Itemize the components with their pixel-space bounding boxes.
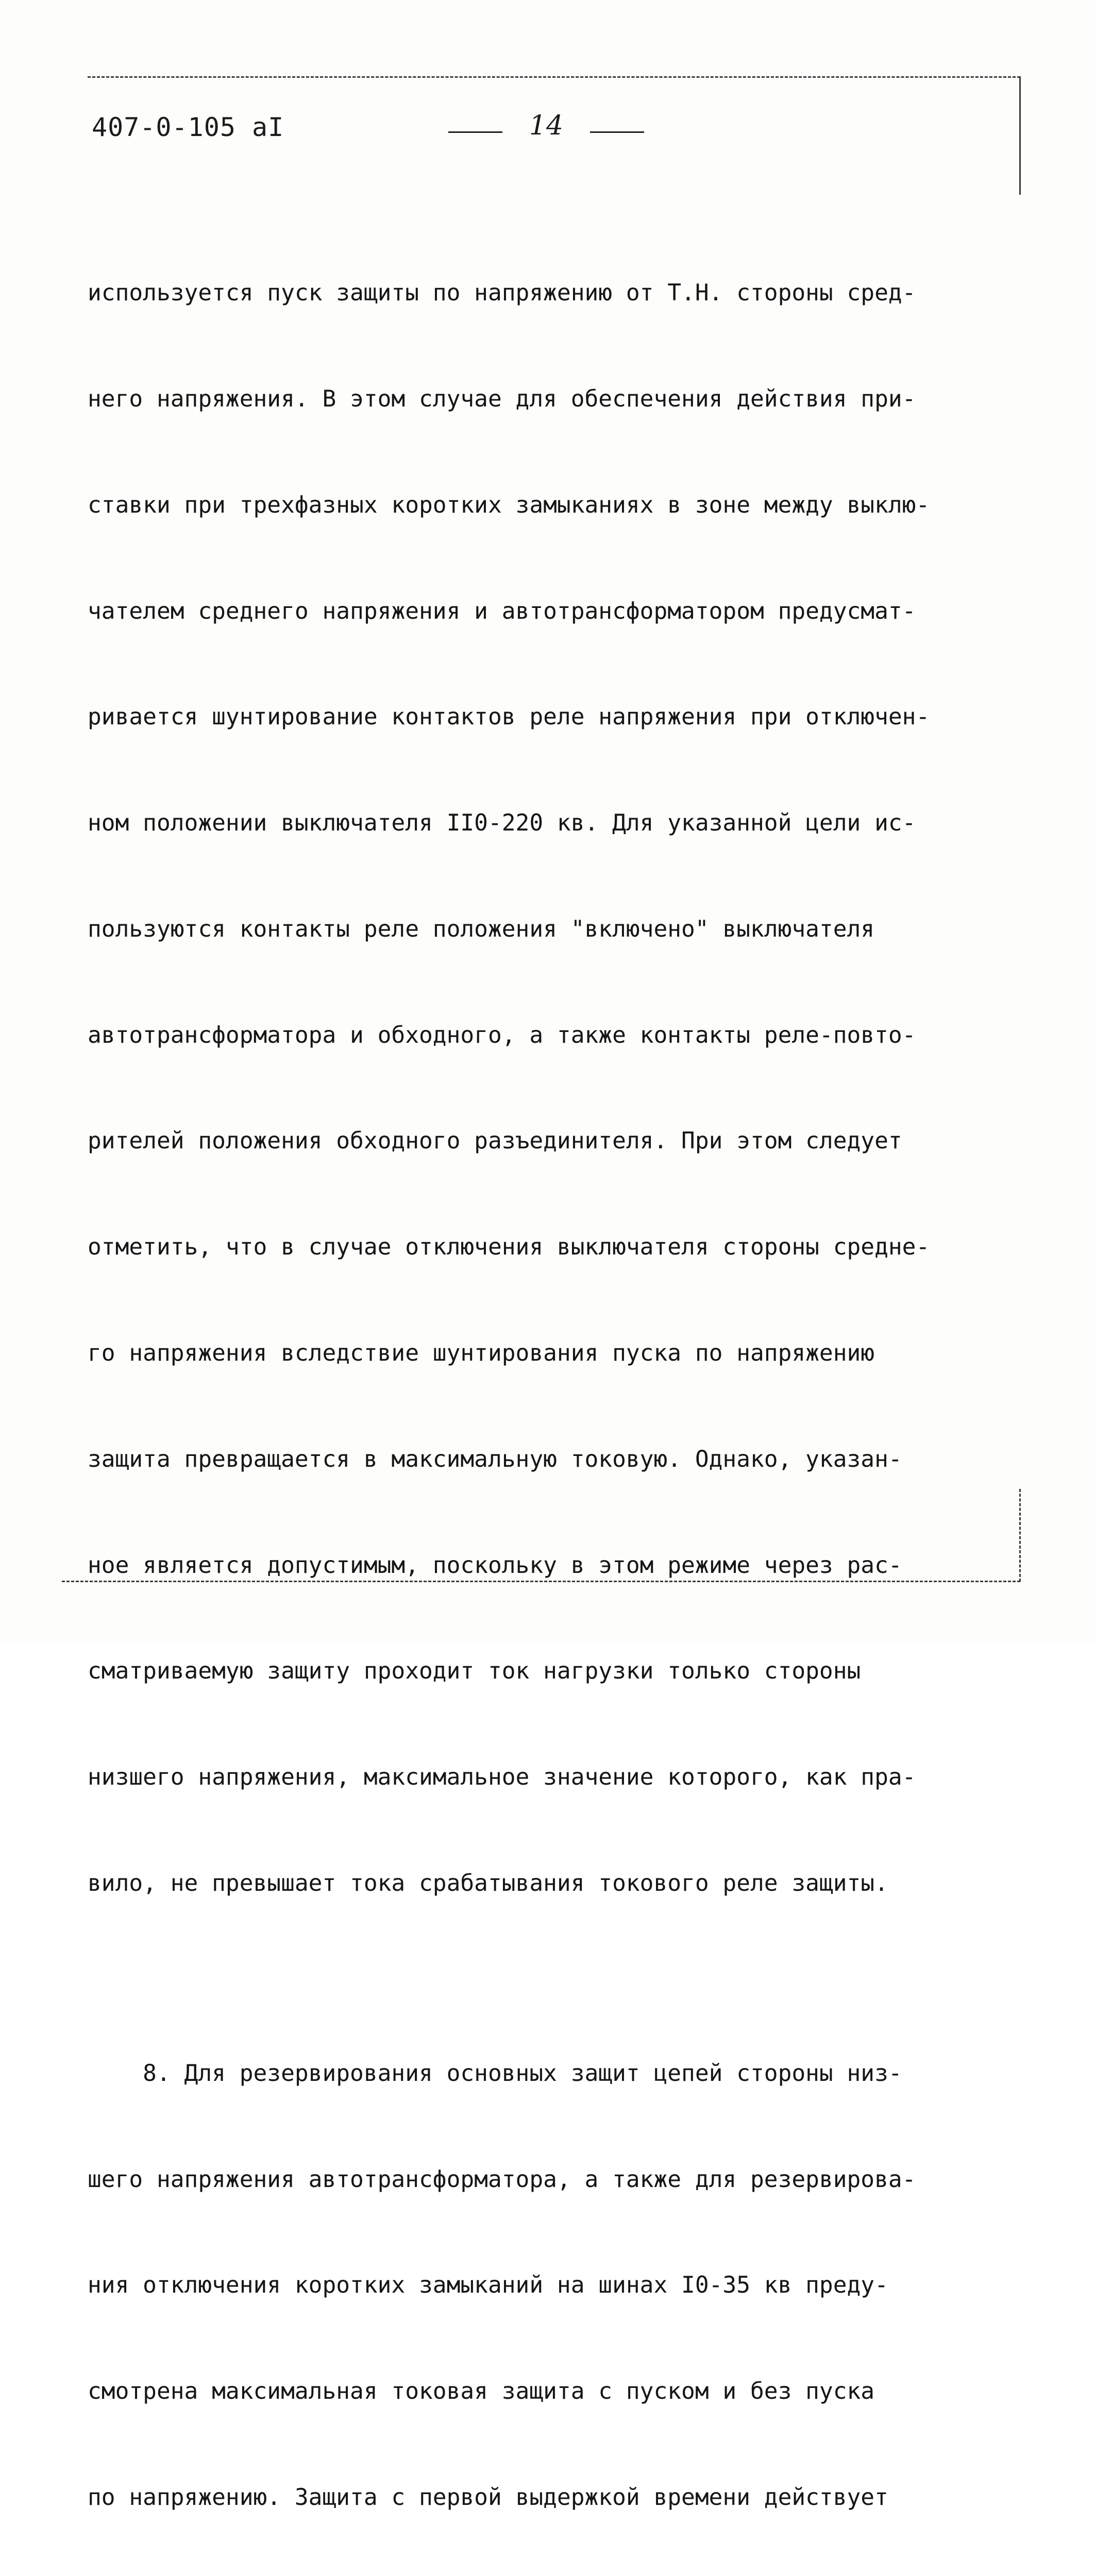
- text-line: используется пуск защиты по напряжению от Т.Н. стороны сред-: [88, 280, 916, 307]
- text-line: него напряжения. В этом случае для обеспечения действия при-: [88, 385, 916, 412]
- frame-right-border-top: [1019, 76, 1021, 195]
- text-line: вило, не превышает тока срабатывания токового реле защиты.: [88, 1870, 888, 1896]
- text-line: го напряжения вследствие шунтирования пуска по напряжению: [88, 1340, 875, 1366]
- text-line: низшего напряжения, максимальное значение которого, как пра-: [88, 1764, 916, 1791]
- text-line: ния отключения коротких замыканий на шинах I0-35 кв преду-: [88, 2272, 888, 2299]
- frame-top-border: [88, 76, 1020, 78]
- text-line: по напряжению. Защита с первой выдержкой времени действует: [88, 2484, 888, 2511]
- body-text: [88, 205, 995, 2576]
- text-line: сматриваемую защиту проходит ток нагрузки только стороны: [88, 1658, 861, 1685]
- page-number-block: [448, 108, 644, 144]
- text-line: отметить, что в случае отключения выключателя стороны средне-: [88, 1234, 930, 1261]
- document-code: 407-0-105 aI: [92, 112, 284, 142]
- text-line: смотрена максимальная токовая защита с пуском и без пуска: [88, 2378, 875, 2405]
- paragraph-gap: [88, 1972, 995, 1986]
- text-line: рителей положения обходного разъединителя. При этом следует: [88, 1128, 902, 1155]
- page-number: 14: [529, 110, 564, 141]
- paragraph-8: [88, 1986, 995, 2576]
- text-line: ставки при трехфазных коротких замыканиях в зоне между выклю-: [88, 492, 930, 518]
- page-number-dash-right: [590, 131, 644, 133]
- text-line: шего напряжения автотрансформатора, а также для резервирова-: [88, 2166, 916, 2193]
- page-number-dash-left: [448, 131, 502, 133]
- text-line: чателем среднего напряжения и автотрансформатором предусмат-: [88, 598, 916, 624]
- frame-right-border-bottom: [1019, 1489, 1021, 1582]
- text-line: пользуются контакты реле положения "включено" выключателя: [88, 916, 875, 942]
- text-line: защита превращается в максимальную токовую. Однако, указан-: [88, 1446, 902, 1472]
- text-line: 8. Для резервирования основных защит цепей стороны низ-: [88, 2060, 902, 2087]
- text-line: ном положении выключателя II0-220 кв. Для указанной цели ис-: [88, 810, 916, 837]
- paragraph-1: [88, 205, 995, 1972]
- text-line: ное является допустимым, поскольку в этом режиме через рас-: [88, 1552, 902, 1579]
- text-line: ривается шунтирование контактов реле напряжения при отключен-: [88, 704, 930, 731]
- text-line: автотрансформатора и обходного, а также контакты реле-повто-: [88, 1022, 916, 1048]
